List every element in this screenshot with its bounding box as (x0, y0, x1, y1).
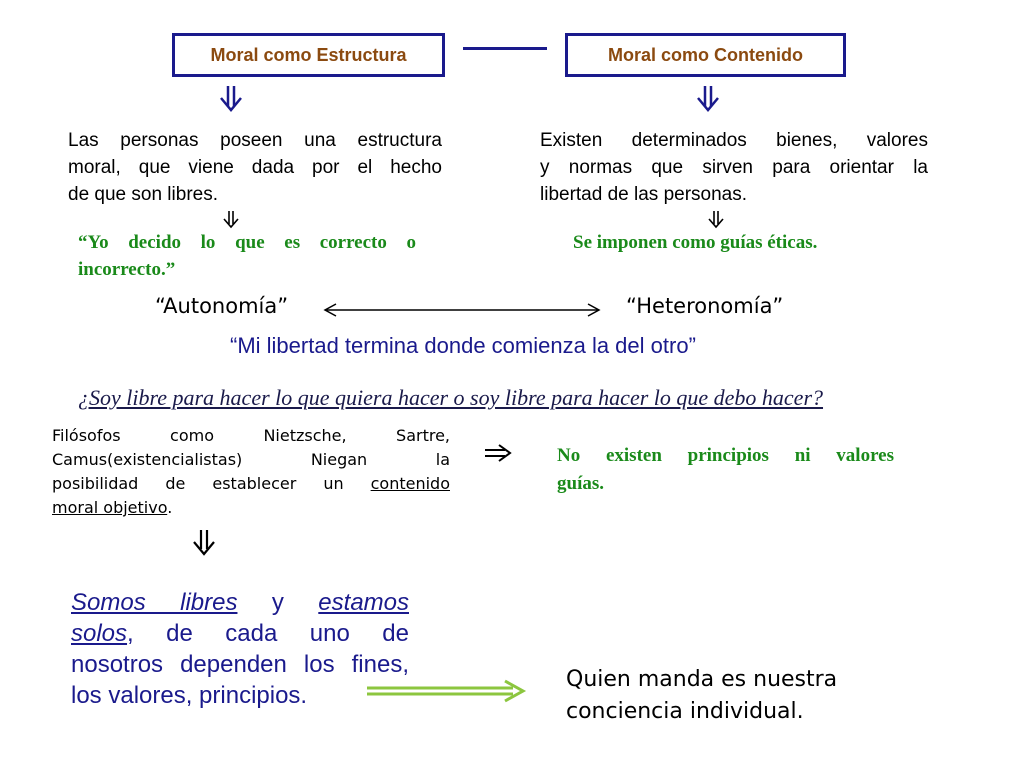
somos-fragment: solos (71, 620, 128, 647)
guias-eticas-quote: Se imponen como guías éticas. (573, 232, 818, 253)
moral-estructura-label: Moral como Estructura (210, 44, 407, 65)
contenido-desc-line: Existen determinados bienes, valores (540, 130, 928, 151)
main-question: ¿Soy libre para hacer lo que quiera hacer o soy libre para hacer lo que debo hacer? (78, 385, 824, 410)
conciencia-line: Quien manda es nuestra (566, 667, 838, 692)
double-arrow-icon (367, 679, 527, 703)
somos-fragment: y (237, 589, 319, 616)
yo-decido-line: “Yo decido lo que es correcto o (78, 232, 416, 253)
contenido-description (540, 127, 928, 208)
philosophers-text (52, 424, 450, 520)
moral-contenido-box (565, 33, 846, 77)
estructura-description (68, 127, 442, 208)
moral-contenido-label: Moral como Contenido (608, 44, 803, 65)
somos-line (71, 587, 409, 618)
no-principios-line: No existen principios ni valores (557, 445, 894, 466)
somos-fragment: Somos libres (71, 589, 238, 616)
connector-line (463, 47, 547, 50)
philosophers-fragment: . (167, 498, 173, 517)
conciencia-line: conciencia individual. (566, 699, 804, 724)
right-arrow-icon (485, 443, 513, 463)
contenido-desc-line: libertad de las personas. (540, 184, 748, 205)
conciencia-text (566, 664, 837, 728)
somos-libres-text (71, 587, 409, 711)
down-arrow-icon (191, 530, 217, 556)
libertad-quote: “Mi libertad termina donde comienza la del otro” (230, 333, 696, 358)
philosophers-line: Camus(existencialistas) Niegan la (52, 450, 450, 469)
somos-line (71, 618, 409, 649)
philosophers-line: Filósofos como Nietzsche, Sartre, (52, 426, 450, 445)
estructura-desc-line: de que son libres. (68, 184, 218, 205)
down-arrow-icon (694, 86, 722, 112)
autonomia-label: “Autonomía” (155, 294, 289, 318)
estructura-desc-line: Las personas poseen una estructura (68, 130, 442, 151)
yo-decido-quote (78, 229, 416, 283)
double-arrow-icon (322, 302, 602, 318)
no-principios-text (557, 442, 894, 498)
somos-line: los valores, principios. (71, 682, 308, 709)
yo-decido-line: incorrecto.” (78, 259, 176, 280)
moral-estructura-box (172, 33, 445, 77)
heteronomia-label: “Heteronomía” (626, 294, 784, 318)
somos-line: nosotros dependen los fines, (71, 651, 409, 678)
philosophers-underlined: contenido (370, 474, 450, 493)
down-arrow-icon (707, 211, 725, 229)
estructura-desc-line: moral, que viene dada por el hecho (68, 157, 442, 178)
somos-fragment: estamos (318, 589, 409, 616)
philosophers-underlined: moral objetivo (52, 498, 168, 517)
somos-fragment: , de cada uno de (127, 620, 409, 647)
philosophers-fragment: posibilidad de establecer un (52, 474, 371, 493)
philosophers-line (52, 472, 450, 496)
down-arrow-icon (217, 86, 245, 112)
no-principios-line: guías. (557, 473, 604, 494)
down-arrow-icon (222, 211, 240, 229)
philosophers-line (52, 496, 450, 520)
contenido-desc-line: y normas que sirven para orientar la (540, 157, 928, 178)
